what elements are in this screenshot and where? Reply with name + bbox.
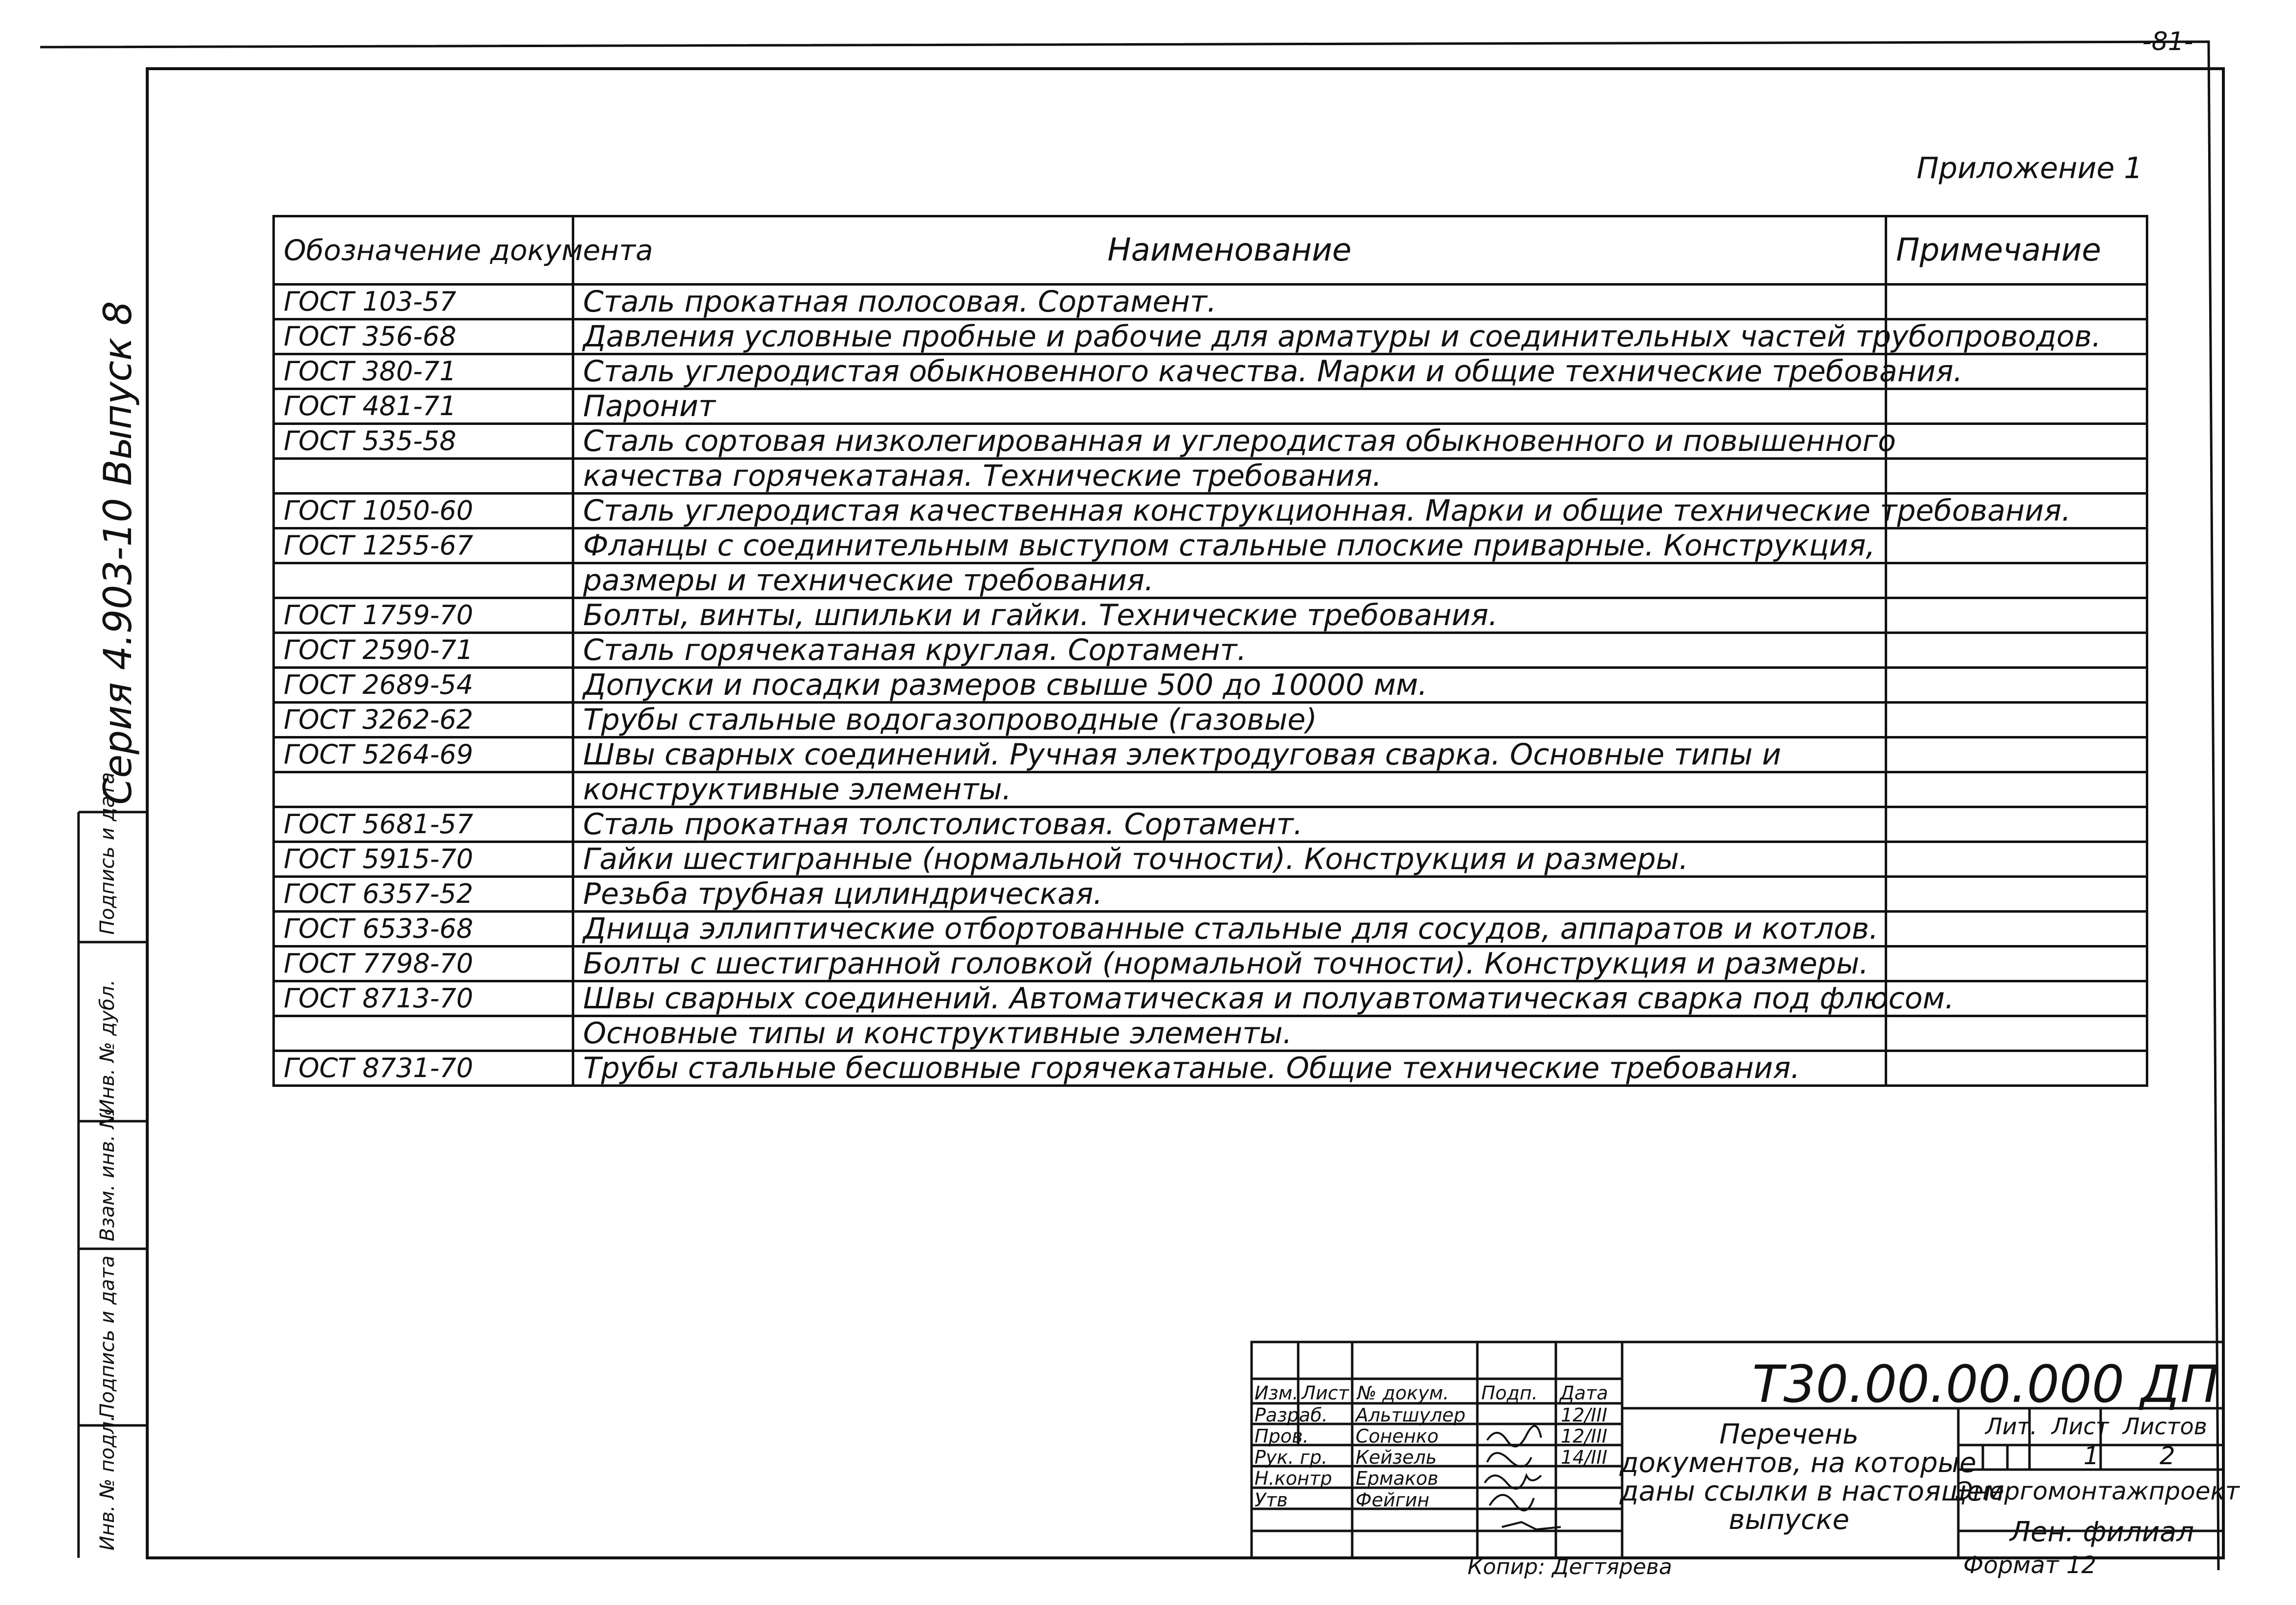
series-label: Серия 4.903-10 Выпуск 8 (96, 301, 140, 805)
strip-label-original-inv: Инв. № подл. (96, 1415, 119, 1551)
strip-label-dup-inv: Инв. № дубл. (96, 979, 119, 1114)
header-note: Примечание (1886, 216, 2147, 285)
page-number: -81- (2142, 27, 2193, 56)
doc-code-cell: ГОСТ 6357-52 (274, 877, 573, 912)
staff-date: 14/III (1561, 1447, 1607, 1468)
appendix-label: Приложение 1 (1917, 151, 2143, 185)
doc-code-cell: ГОСТ 3262-62 (274, 703, 573, 737)
doc-note-cell (1886, 528, 2147, 563)
doc-name-cell: Сталь сортовая низколегированная и углеродистая обыкновенного и повышенного (573, 424, 1886, 459)
strip-label-replace-inv: Взам. инв. № (96, 1108, 119, 1241)
branch: Лен. филиал (2010, 1516, 2194, 1548)
doc-name-cell: Допуски и посадки размеров свыше 500 до 10000 мм. (573, 668, 1886, 703)
doc-code-cell: ГОСТ 535-58 (274, 424, 573, 459)
lit-label: Лит. (1985, 1413, 2037, 1440)
staff-role: Н.контр (1255, 1468, 1332, 1489)
doc-name-cell: Сталь углеродистая качественная конструкционная. Марки и общие технические требования. (573, 494, 1886, 528)
table-row (274, 807, 2147, 842)
doc-code-cell: ГОСТ 8731-70 (274, 1051, 573, 1086)
table-row (274, 668, 2147, 703)
doc-note-cell (1886, 285, 2147, 319)
doc-name-cell: Паронит (573, 389, 1886, 424)
doc-code-cell (274, 1016, 573, 1051)
organization: Энергомонтажпроект (1956, 1477, 2240, 1505)
sheet-value: 1 (2083, 1442, 2099, 1470)
sheets-value: 2 (2160, 1442, 2175, 1470)
title-line: выпуске (1728, 1504, 1850, 1536)
doc-note-cell (1886, 947, 2147, 981)
table-header-row (274, 216, 2147, 285)
table-row (274, 633, 2147, 668)
table-row (274, 285, 2147, 319)
table-row (274, 772, 2147, 807)
referenced-documents-table (272, 215, 2148, 1087)
table-row (274, 737, 2147, 772)
document-code: Т30.00.00.000 ДП (1752, 1354, 2219, 1414)
doc-name-cell: Давления условные пробные и рабочие для арматуры и соединительных частей трубопроводов. (573, 319, 1886, 354)
doc-note-cell (1886, 389, 2147, 424)
strip-label-signature-date-2: Подпись и дата (96, 1255, 119, 1418)
paper-format: Формат 12 (1963, 1552, 2097, 1579)
doc-code-cell: ГОСТ 7798-70 (274, 947, 573, 981)
doc-code-cell: ГОСТ 380-71 (274, 354, 573, 389)
doc-name-cell: Сталь прокатная толстолистовая. Сортамент. (573, 807, 1886, 842)
tb-col-date: Дата (1560, 1382, 1608, 1404)
header-code: Обозначение документа (274, 216, 573, 285)
doc-code-cell: ГОСТ 2689-54 (274, 668, 573, 703)
doc-name-cell: Швы сварных соединений. Ручная электродуговая сварка. Основные типы и (573, 737, 1886, 772)
table-row (274, 528, 2147, 563)
table-row (274, 459, 2147, 494)
staff-role: Разраб. (1255, 1404, 1328, 1426)
doc-name-cell: Сталь прокатная полосовая. Сортамент. (573, 285, 1886, 319)
title-line: Перечень (1719, 1419, 1859, 1450)
doc-note-cell (1886, 459, 2147, 494)
doc-code-cell: ГОСТ 481-71 (274, 389, 573, 424)
tb-col-list: Лист (1302, 1382, 1349, 1404)
doc-code-cell: ГОСТ 356-68 (274, 319, 573, 354)
tb-col-doc: № докум. (1357, 1382, 1449, 1404)
doc-name-cell: Болты, винты, шпильки и гайки. Технические требования. (573, 598, 1886, 633)
doc-code-cell: ГОСТ 6533-68 (274, 912, 573, 947)
title-line: даны ссылки в настоящем (1620, 1475, 2004, 1507)
table-row (274, 981, 2147, 1016)
staff-date: 12/III (1561, 1404, 1607, 1426)
doc-name-cell: качества горячекатаная. Технические требования. (573, 459, 1886, 494)
doc-code-cell: ГОСТ 5264-69 (274, 737, 573, 772)
staff-name: Фейгин (1356, 1489, 1430, 1511)
table-body (274, 285, 2147, 1086)
doc-code-cell: ГОСТ 103-57 (274, 285, 573, 319)
doc-name-cell: Гайки шестигранные (нормальной точности). Конструкция и размеры. (573, 842, 1886, 877)
table-row (274, 389, 2147, 424)
doc-name-cell: Швы сварных соединений. Автоматическая и полуавтоматическая сварка под флюсом. (573, 981, 1886, 1016)
staff-date: 12/III (1561, 1425, 1607, 1447)
doc-name-cell: Днища эллиптические отбортованные стальные для сосудов, аппаратов и котлов. (573, 912, 1886, 947)
doc-code-cell: ГОСТ 5915-70 (274, 842, 573, 877)
staff-role: Рук. гр. (1255, 1447, 1328, 1468)
signatures (1485, 1426, 1561, 1529)
staff-name: Соненко (1356, 1425, 1439, 1447)
staff-name: Ермаков (1356, 1468, 1439, 1489)
doc-note-cell (1886, 598, 2147, 633)
doc-name-cell: Сталь углеродистая обыкновенного качества. Марки и общие технические требования. (573, 354, 1886, 389)
doc-name-cell: конструктивные элементы. (573, 772, 1886, 807)
doc-note-cell (1886, 842, 2147, 877)
doc-name-cell: размеры и технические требования. (573, 563, 1886, 598)
table-row (274, 424, 2147, 459)
doc-note-cell (1886, 633, 2147, 668)
doc-code-cell: ГОСТ 2590-71 (274, 633, 573, 668)
doc-name-cell: Фланцы с соединительным выступом стальные плоские приварные. Конструкция, (573, 528, 1886, 563)
doc-name-cell: Сталь горячекатаная круглая. Сортамент. (573, 633, 1886, 668)
tb-col-sign: Подп. (1481, 1382, 1538, 1404)
doc-note-cell (1886, 737, 2147, 772)
table-row (274, 598, 2147, 633)
doc-name-cell: Трубы стальные бесшовные горячекатаные. Общие технические требования. (573, 1051, 1886, 1086)
header-name: Наименование (573, 216, 1886, 285)
doc-name-cell: Резьба трубная цилиндрическая. (573, 877, 1886, 912)
doc-note-cell (1886, 1051, 2147, 1086)
document-title (1620, 1419, 2004, 1536)
doc-note-cell (1886, 772, 2147, 807)
sheets-label: Листов (2123, 1413, 2207, 1440)
doc-code-cell: ГОСТ 1255-67 (274, 528, 573, 563)
staff-role: Пров. (1255, 1425, 1309, 1447)
tb-col-izm: Изм. (1255, 1382, 1299, 1404)
table-row (274, 1051, 2147, 1086)
table-row (274, 912, 2147, 947)
doc-code-cell: ГОСТ 1759-70 (274, 598, 573, 633)
table-row (274, 354, 2147, 389)
table-row (274, 947, 2147, 981)
table-row (274, 703, 2147, 737)
strip-label-signature-date: Подпись и дата (96, 772, 119, 935)
table-row (274, 319, 2147, 354)
doc-code-cell: ГОСТ 8713-70 (274, 981, 573, 1016)
doc-note-cell (1886, 912, 2147, 947)
table-row (274, 494, 2147, 528)
doc-code-cell (274, 772, 573, 807)
sheet-label: Лист (2052, 1413, 2109, 1440)
doc-name-cell: Трубы стальные водогазопроводные (газовые) (573, 703, 1886, 737)
doc-note-cell (1886, 424, 2147, 459)
table-row (274, 877, 2147, 912)
copied-by: Копир: Дегтярева (1468, 1554, 1672, 1579)
title-line: документов, на которые (1620, 1447, 1976, 1479)
doc-note-cell (1886, 1016, 2147, 1051)
staff-name: Альтшулер (1356, 1404, 1466, 1426)
doc-note-cell (1886, 877, 2147, 912)
doc-code-cell: ГОСТ 5681-57 (274, 807, 573, 842)
doc-code-cell: ГОСТ 1050-60 (274, 494, 573, 528)
doc-name-cell: Болты с шестигранной головкой (нормальной точности). Конструкция и размеры. (573, 947, 1886, 981)
doc-note-cell (1886, 807, 2147, 842)
doc-note-cell (1886, 668, 2147, 703)
doc-note-cell (1886, 703, 2147, 737)
staff-name: Кейзель (1356, 1447, 1437, 1468)
doc-code-cell (274, 563, 573, 598)
doc-name-cell: Основные типы и конструктивные элементы. (573, 1016, 1886, 1051)
doc-code-cell (274, 459, 573, 494)
table-row (274, 842, 2147, 877)
staff-role: Утв (1255, 1489, 1288, 1511)
doc-note-cell (1886, 563, 2147, 598)
table-row (274, 563, 2147, 598)
table-row (274, 1016, 2147, 1051)
